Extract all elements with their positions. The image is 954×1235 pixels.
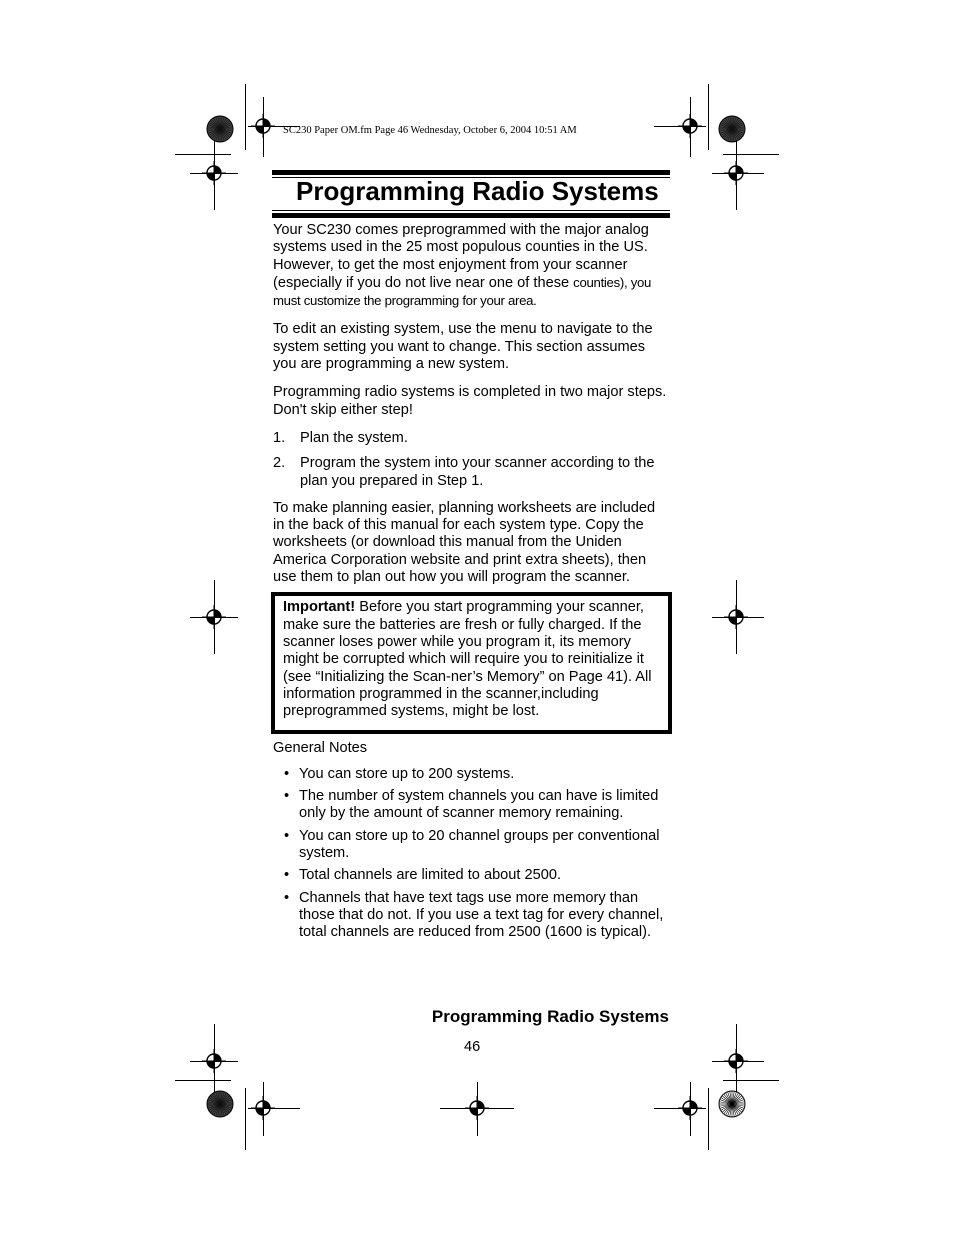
file-info-header: SC230 Paper OM.fm Page 46 Wednesday, October 6, 2004 10:51 AM (283, 125, 577, 136)
starburst-mark-icon (206, 115, 234, 143)
step-number: 2. (273, 455, 286, 472)
worksheets-paragraph: To make planning easier, planning worksheets are included in the back of this manual for each system type. Copy the worksheets (or download this manual from the Uniden America Corporation website and print extra sheets), then use them to plan out how you will program the scanner. (273, 499, 656, 586)
registration-target-icon (724, 1049, 748, 1073)
starburst-mark-icon (206, 1090, 234, 1118)
note-text: Channels that have text tags use more memory than those that do not. If you use a text tag for every channel, total channels are reduced from 2500 (1600 is typical). (299, 889, 664, 941)
title-rule-thick-bottom (272, 213, 670, 218)
registration-target-icon (251, 1096, 275, 1120)
steps-intro-paragraph: Programming radio systems is completed in two major steps. Don't skip either step! (273, 384, 667, 418)
title-rule-thick-top (272, 170, 670, 175)
crop-line (723, 1080, 779, 1081)
registration-target-icon (202, 1049, 226, 1073)
crop-line (708, 84, 709, 150)
bullet: • (284, 889, 290, 906)
registration-target-icon (724, 605, 748, 629)
registration-target-icon (678, 1096, 702, 1120)
step-text: Plan the system. (300, 429, 408, 446)
intro-text-condensed: counties), you must customize the programming for your area. (273, 274, 652, 309)
bullet: • (284, 765, 290, 782)
starburst-mark-icon (718, 1090, 746, 1118)
starburst-mark-icon (718, 115, 746, 143)
title-rule-thin-bottom (272, 210, 670, 211)
body-content (273, 222, 669, 946)
note-text: You can store up to 20 channel groups per conventional system. (299, 827, 660, 861)
important-label: Important! (283, 599, 356, 616)
general-notes-heading: General Notes (273, 740, 368, 757)
crop-line (175, 154, 231, 155)
note-text: The number of system channels you can have is limited only by the amount of scanner memory remaining. (299, 788, 659, 822)
page-number: 46 (464, 1039, 481, 1055)
registration-target-icon (202, 161, 226, 185)
list-item (273, 867, 669, 884)
important-text: Before you start programming your scanner, make sure the batteries are fresh or fully charged. If the scanner loses power while you program it, its memory might be corrupted which will require you to reinitialize it (see “Initializing the Scan-ner’s Memory” on Page 41). All information programmed in the scanner,including preprogrammed systems, might be lost. (283, 599, 652, 720)
list-item (273, 430, 669, 447)
crop-line (723, 154, 779, 155)
list-item (273, 890, 669, 942)
edit-paragraph: To edit an existing system, use the menu to navigate to the system setting you want to change. This section assumes you are programming a new system. (273, 321, 653, 373)
crop-line (708, 1088, 709, 1150)
registration-target-icon (251, 114, 275, 138)
list-item (273, 455, 669, 490)
bullet: • (284, 827, 290, 844)
registration-target-icon (678, 114, 702, 138)
list-item (273, 828, 669, 863)
footer-section-title: Programming Radio Systems (431, 1007, 669, 1026)
list-item (273, 788, 669, 823)
list-item (273, 766, 669, 783)
intro-text: Your SC230 comes preprogrammed with the major analog systems used in the 25 most populous counties in the US. However, to get the most enjoyment from your scanner (especially if you do not live near one of these (273, 222, 649, 291)
crop-line (175, 1080, 231, 1081)
registration-target-icon (202, 605, 226, 629)
note-text: Total channels are limited to about 2500. (299, 867, 562, 884)
bullet: • (284, 788, 290, 805)
important-notice-box (271, 592, 672, 734)
intro-paragraph (273, 222, 669, 310)
crop-line (245, 84, 246, 150)
crop-line (245, 1088, 246, 1150)
registration-target-icon (724, 161, 748, 185)
page-title: Programming Radio Systems (296, 176, 659, 206)
step-number: 1. (273, 429, 286, 446)
bullet: • (284, 867, 290, 884)
registration-target-icon (465, 1096, 489, 1120)
step-text: Program the system into your scanner according to the plan you prepared in Step 1. (300, 455, 655, 489)
general-notes-list (273, 766, 669, 942)
note-text: You can store up to 200 systems. (299, 765, 515, 782)
steps-list (273, 430, 669, 490)
